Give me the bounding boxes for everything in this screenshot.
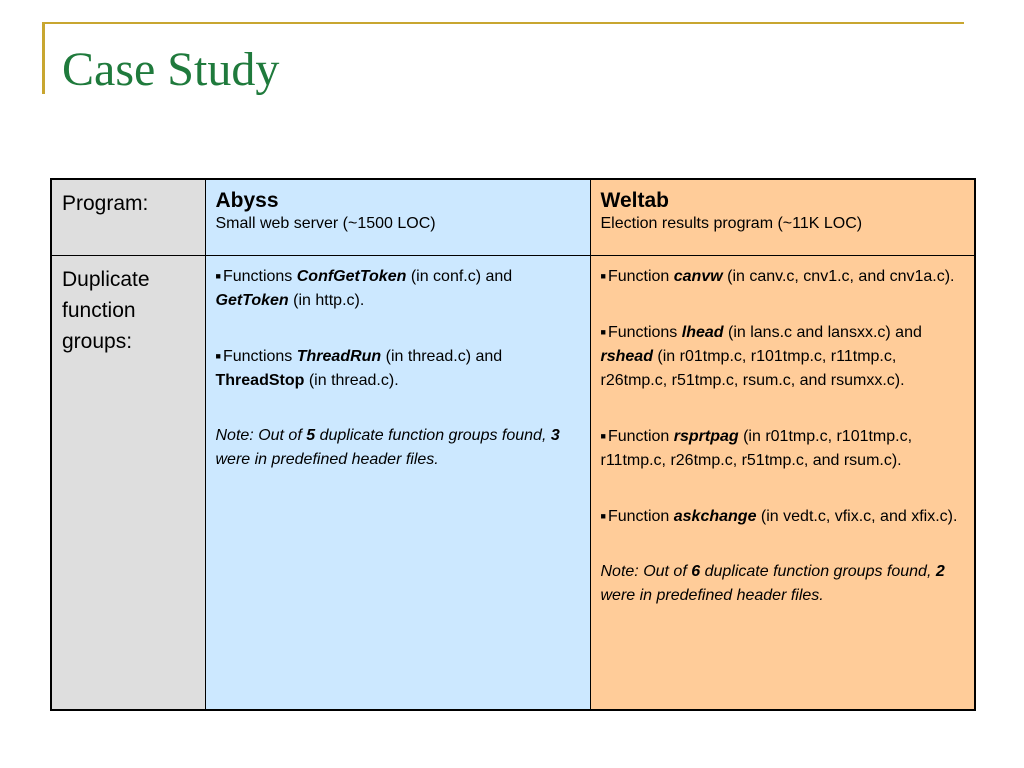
square-bullet-icon: ■ <box>215 270 221 281</box>
weltab-description: Election results program (~11K LOC) <box>600 215 863 232</box>
function-name: rsprtpag <box>673 427 739 445</box>
case-study-table <box>50 178 976 711</box>
function-name: GetToken <box>215 291 289 309</box>
weltab-item: ■ Function canvw (in canv.c, cnv1.c, and cnv1a.c). <box>600 267 955 285</box>
table-header-row <box>51 179 975 255</box>
abyss-header-cell <box>205 179 590 255</box>
weltab-name: Weltab <box>600 189 669 212</box>
program-label-cell <box>51 179 205 255</box>
duplicate-groups-label: Duplicate function groups: <box>62 267 150 353</box>
weltab-item: ■ Functions lhead (in lans.c and lansxx.c) and rshead (in r01tmp.c, r101tmp.c, r11tmp.c, r26tmp.c, r51tmp.c, rsum.c, and rsumxx.c). <box>600 323 922 389</box>
abyss-description: Small web server (~1500 LOC) <box>215 215 436 232</box>
abyss-item: ■ Functions ConfGetToken (in conf.c) and GetToken (in http.c). <box>215 267 513 309</box>
program-label: Program: <box>62 192 149 215</box>
square-bullet-icon: ■ <box>600 510 606 521</box>
abyss-item: ■ Functions ThreadRun (in thread.c) and ThreadStop (in thread.c). <box>215 347 503 389</box>
accent-bar-horizontal <box>42 22 964 24</box>
function-name: ThreadStop <box>215 371 305 389</box>
square-bullet-icon: ■ <box>600 270 606 281</box>
duplicate-groups-row <box>51 255 975 710</box>
accent-bar-vertical <box>42 22 45 94</box>
function-name: canvw <box>673 267 723 285</box>
square-bullet-icon: ■ <box>215 350 221 361</box>
weltab-item: ■ Function askchange (in vedt.c, vfix.c, and xfix.c). <box>600 507 958 525</box>
square-bullet-icon: ■ <box>600 430 606 441</box>
function-name: rshead <box>600 347 653 365</box>
weltab-item: ■ Function rsprtpag (in r01tmp.c, r101tmp.c, r11tmp.c, r26tmp.c, r51tmp.c, and rsum.c). <box>600 427 913 469</box>
duplicate-label-cell <box>51 255 205 710</box>
function-name: lhead <box>681 323 724 341</box>
slide-title: Case Study <box>62 43 280 96</box>
function-name: ThreadRun <box>296 347 382 365</box>
function-name: askchange <box>673 507 757 525</box>
weltab-note: Note: Out of 6 duplicate function groups found, 2 were in predefined header files. <box>600 562 945 604</box>
function-name: ConfGetToken <box>296 267 407 285</box>
square-bullet-icon: ■ <box>600 326 606 337</box>
abyss-name: Abyss <box>215 189 279 212</box>
abyss-detail-cell <box>205 255 590 710</box>
weltab-header-cell <box>590 179 975 255</box>
abyss-note: Note: Out of 5 duplicate function groups found, 3 were in predefined header files. <box>215 426 560 468</box>
weltab-detail-cell <box>590 255 975 710</box>
